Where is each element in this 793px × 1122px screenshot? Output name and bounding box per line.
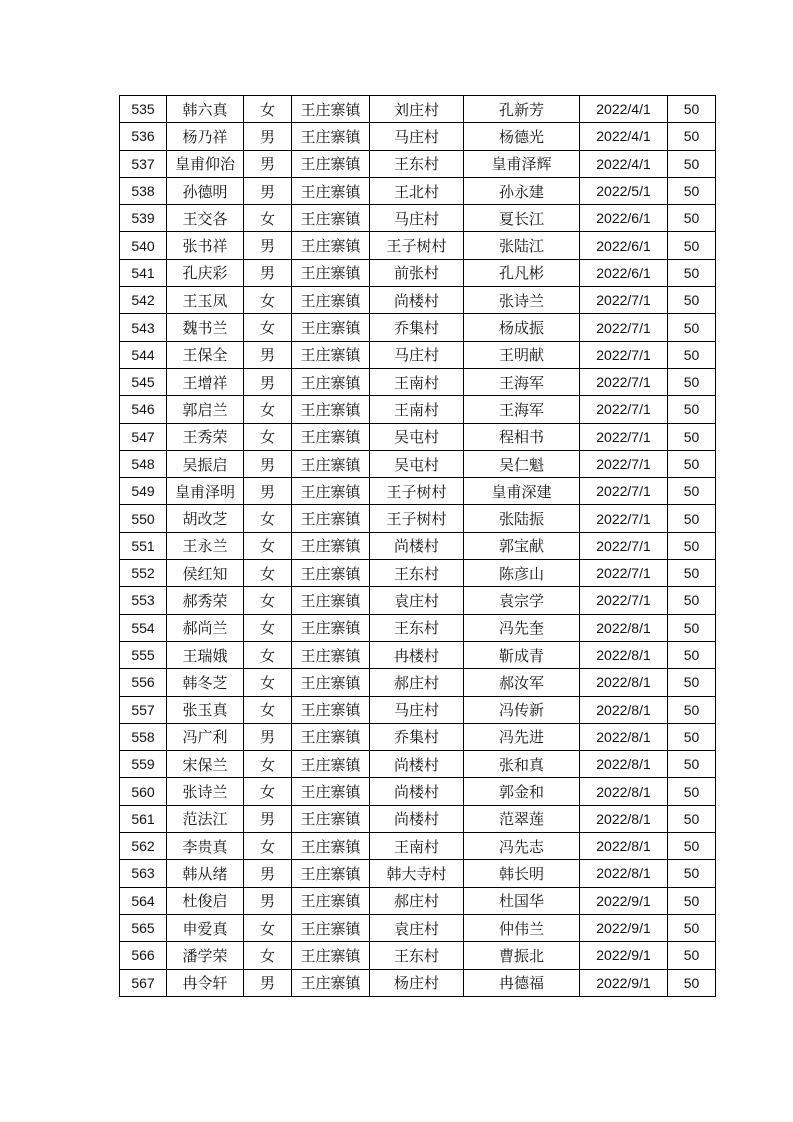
- town-cell: 王庄寨镇: [292, 669, 370, 696]
- town-cell: 王庄寨镇: [292, 914, 370, 941]
- date-cell: 2022/7/1: [580, 341, 668, 368]
- amount-cell: 50: [668, 450, 716, 477]
- amount-cell: 50: [668, 177, 716, 204]
- guardian-cell: 吴仁魁: [464, 450, 580, 477]
- serial-number-cell: 558: [120, 723, 167, 750]
- guardian-cell: 陈彦山: [464, 560, 580, 587]
- name-cell: 潘学荣: [167, 942, 244, 969]
- table-row: [120, 833, 716, 860]
- serial-number-cell: 538: [120, 177, 167, 204]
- date-cell: 2022/8/1: [580, 751, 668, 778]
- date-cell: 2022/7/1: [580, 560, 668, 587]
- date-cell: 2022/7/1: [580, 287, 668, 314]
- town-cell: 王庄寨镇: [292, 969, 370, 996]
- town-cell: 王庄寨镇: [292, 751, 370, 778]
- name-cell: 张诗兰: [167, 778, 244, 805]
- gender-cell: 男: [244, 177, 292, 204]
- town-cell: 王庄寨镇: [292, 778, 370, 805]
- town-cell: 王庄寨镇: [292, 860, 370, 887]
- gender-cell: 女: [244, 751, 292, 778]
- guardian-cell: 杨成振: [464, 314, 580, 341]
- town-cell: 王庄寨镇: [292, 396, 370, 423]
- table-row: [120, 641, 716, 668]
- table-row: [120, 887, 716, 914]
- serial-number-cell: 543: [120, 314, 167, 341]
- village-cell: 吴屯村: [370, 450, 464, 477]
- gender-cell: 女: [244, 396, 292, 423]
- village-cell: 杨庄村: [370, 969, 464, 996]
- date-cell: 2022/8/1: [580, 860, 668, 887]
- serial-number-cell: 542: [120, 287, 167, 314]
- name-cell: 皇甫仰治: [167, 150, 244, 177]
- table-row: [120, 587, 716, 614]
- serial-number-cell: 565: [120, 914, 167, 941]
- town-cell: 王庄寨镇: [292, 123, 370, 150]
- amount-cell: 50: [668, 942, 716, 969]
- name-cell: 孔庆彩: [167, 259, 244, 286]
- serial-number-cell: 551: [120, 532, 167, 559]
- village-cell: 王子树村: [370, 232, 464, 259]
- amount-cell: 50: [668, 587, 716, 614]
- table-row: [120, 259, 716, 286]
- village-cell: 王东村: [370, 614, 464, 641]
- village-cell: 吴屯村: [370, 423, 464, 450]
- serial-number-cell: 541: [120, 259, 167, 286]
- town-cell: 王庄寨镇: [292, 833, 370, 860]
- town-cell: 王庄寨镇: [292, 314, 370, 341]
- guardian-cell: 范翠莲: [464, 805, 580, 832]
- date-cell: 2022/5/1: [580, 177, 668, 204]
- village-cell: 乔集村: [370, 314, 464, 341]
- town-cell: 王庄寨镇: [292, 532, 370, 559]
- table-row: [120, 969, 716, 996]
- guardian-cell: 冯先进: [464, 723, 580, 750]
- serial-number-cell: 544: [120, 341, 167, 368]
- town-cell: 王庄寨镇: [292, 368, 370, 395]
- table-row: [120, 123, 716, 150]
- village-cell: 马庄村: [370, 123, 464, 150]
- guardian-cell: 王海军: [464, 368, 580, 395]
- table-row: [120, 96, 716, 123]
- village-cell: 马庄村: [370, 341, 464, 368]
- guardian-cell: 皇甫深建: [464, 478, 580, 505]
- town-cell: 王庄寨镇: [292, 614, 370, 641]
- gender-cell: 男: [244, 450, 292, 477]
- guardian-cell: 孔新芳: [464, 96, 580, 123]
- village-cell: 王东村: [370, 942, 464, 969]
- guardian-cell: 仲伟兰: [464, 914, 580, 941]
- table-row: [120, 723, 716, 750]
- name-cell: 冉令轩: [167, 969, 244, 996]
- gender-cell: 男: [244, 478, 292, 505]
- table-row: [120, 696, 716, 723]
- date-cell: 2022/7/1: [580, 478, 668, 505]
- name-cell: 王保全: [167, 341, 244, 368]
- name-cell: 韩六真: [167, 96, 244, 123]
- gender-cell: 男: [244, 259, 292, 286]
- date-cell: 2022/8/1: [580, 641, 668, 668]
- guardian-cell: 冯先志: [464, 833, 580, 860]
- village-cell: 王南村: [370, 833, 464, 860]
- name-cell: 李贵真: [167, 833, 244, 860]
- table-row: [120, 396, 716, 423]
- guardian-cell: 郭宝献: [464, 532, 580, 559]
- village-cell: 王子树村: [370, 505, 464, 532]
- name-cell: 王秀荣: [167, 423, 244, 450]
- village-cell: 冉楼村: [370, 641, 464, 668]
- village-cell: 王南村: [370, 368, 464, 395]
- serial-number-cell: 536: [120, 123, 167, 150]
- date-cell: 2022/6/1: [580, 205, 668, 232]
- table-row: [120, 914, 716, 941]
- town-cell: 王庄寨镇: [292, 341, 370, 368]
- table-row: [120, 205, 716, 232]
- guardian-cell: 张陆振: [464, 505, 580, 532]
- amount-cell: 50: [668, 723, 716, 750]
- amount-cell: 50: [668, 232, 716, 259]
- name-cell: 杜俊启: [167, 887, 244, 914]
- guardian-cell: 孙永建: [464, 177, 580, 204]
- serial-number-cell: 560: [120, 778, 167, 805]
- town-cell: 王庄寨镇: [292, 259, 370, 286]
- town-cell: 王庄寨镇: [292, 232, 370, 259]
- village-cell: 王北村: [370, 177, 464, 204]
- amount-cell: 50: [668, 805, 716, 832]
- village-cell: 王东村: [370, 560, 464, 587]
- amount-cell: 50: [668, 287, 716, 314]
- gender-cell: 男: [244, 368, 292, 395]
- date-cell: 2022/7/1: [580, 505, 668, 532]
- village-cell: 马庄村: [370, 696, 464, 723]
- serial-number-cell: 545: [120, 368, 167, 395]
- serial-number-cell: 554: [120, 614, 167, 641]
- town-cell: 王庄寨镇: [292, 287, 370, 314]
- serial-number-cell: 540: [120, 232, 167, 259]
- gender-cell: 男: [244, 341, 292, 368]
- serial-number-cell: 549: [120, 478, 167, 505]
- name-cell: 杨乃祥: [167, 123, 244, 150]
- guardian-cell: 冉德福: [464, 969, 580, 996]
- town-cell: 王庄寨镇: [292, 887, 370, 914]
- table-row: [120, 232, 716, 259]
- name-cell: 韩从绪: [167, 860, 244, 887]
- serial-number-cell: 559: [120, 751, 167, 778]
- amount-cell: 50: [668, 341, 716, 368]
- serial-number-cell: 550: [120, 505, 167, 532]
- gender-cell: 女: [244, 778, 292, 805]
- village-cell: 郝庄村: [370, 669, 464, 696]
- name-cell: 王增祥: [167, 368, 244, 395]
- table-row: [120, 505, 716, 532]
- guardian-cell: 冯先奎: [464, 614, 580, 641]
- date-cell: 2022/9/1: [580, 969, 668, 996]
- name-cell: 张玉真: [167, 696, 244, 723]
- amount-cell: 50: [668, 423, 716, 450]
- amount-cell: 50: [668, 560, 716, 587]
- name-cell: 韩冬芝: [167, 669, 244, 696]
- table-row: [120, 177, 716, 204]
- amount-cell: 50: [668, 150, 716, 177]
- town-cell: 王庄寨镇: [292, 641, 370, 668]
- amount-cell: 50: [668, 696, 716, 723]
- date-cell: 2022/7/1: [580, 396, 668, 423]
- guardian-cell: 杨德光: [464, 123, 580, 150]
- guardian-cell: 张和真: [464, 751, 580, 778]
- town-cell: 王庄寨镇: [292, 205, 370, 232]
- name-cell: 王交各: [167, 205, 244, 232]
- serial-number-cell: 546: [120, 396, 167, 423]
- village-cell: 前张村: [370, 259, 464, 286]
- name-cell: 王永兰: [167, 532, 244, 559]
- amount-cell: 50: [668, 833, 716, 860]
- gender-cell: 女: [244, 833, 292, 860]
- date-cell: 2022/8/1: [580, 723, 668, 750]
- gender-cell: 男: [244, 150, 292, 177]
- amount-cell: 50: [668, 887, 716, 914]
- guardian-cell: 郭金和: [464, 778, 580, 805]
- village-cell: 郝庄村: [370, 887, 464, 914]
- date-cell: 2022/7/1: [580, 423, 668, 450]
- name-cell: 郭启兰: [167, 396, 244, 423]
- serial-number-cell: 548: [120, 450, 167, 477]
- town-cell: 王庄寨镇: [292, 805, 370, 832]
- village-cell: 王东村: [370, 150, 464, 177]
- amount-cell: 50: [668, 123, 716, 150]
- table-row: [120, 942, 716, 969]
- village-cell: 尚楼村: [370, 287, 464, 314]
- village-cell: 尚楼村: [370, 751, 464, 778]
- town-cell: 王庄寨镇: [292, 478, 370, 505]
- amount-cell: 50: [668, 969, 716, 996]
- table-row: [120, 860, 716, 887]
- town-cell: 王庄寨镇: [292, 96, 370, 123]
- table-row: [120, 423, 716, 450]
- village-cell: 尚楼村: [370, 532, 464, 559]
- guardian-cell: 张陆江: [464, 232, 580, 259]
- town-cell: 王庄寨镇: [292, 505, 370, 532]
- serial-number-cell: 539: [120, 205, 167, 232]
- name-cell: 侯红知: [167, 560, 244, 587]
- gender-cell: 男: [244, 232, 292, 259]
- table-row: [120, 751, 716, 778]
- date-cell: 2022/6/1: [580, 232, 668, 259]
- date-cell: 2022/8/1: [580, 614, 668, 641]
- table-row: [120, 150, 716, 177]
- name-cell: 吴振启: [167, 450, 244, 477]
- name-cell: 郝秀荣: [167, 587, 244, 614]
- guardian-cell: 程相书: [464, 423, 580, 450]
- amount-cell: 50: [668, 860, 716, 887]
- gender-cell: 女: [244, 423, 292, 450]
- guardian-cell: 袁宗学: [464, 587, 580, 614]
- serial-number-cell: 567: [120, 969, 167, 996]
- gender-cell: 女: [244, 532, 292, 559]
- gender-cell: 男: [244, 887, 292, 914]
- name-cell: 冯广利: [167, 723, 244, 750]
- amount-cell: 50: [668, 396, 716, 423]
- guardian-cell: 曹振北: [464, 942, 580, 969]
- date-cell: 2022/8/1: [580, 778, 668, 805]
- amount-cell: 50: [668, 669, 716, 696]
- guardian-cell: 王海军: [464, 396, 580, 423]
- table-row: [120, 478, 716, 505]
- serial-number-cell: 561: [120, 805, 167, 832]
- date-cell: 2022/4/1: [580, 150, 668, 177]
- guardian-cell: 王明献: [464, 341, 580, 368]
- gender-cell: 女: [244, 696, 292, 723]
- roster-body: [120, 96, 716, 997]
- amount-cell: 50: [668, 96, 716, 123]
- roster-table: [119, 95, 716, 997]
- amount-cell: 50: [668, 914, 716, 941]
- amount-cell: 50: [668, 478, 716, 505]
- guardian-cell: 张诗兰: [464, 287, 580, 314]
- amount-cell: 50: [668, 641, 716, 668]
- gender-cell: 女: [244, 669, 292, 696]
- table-row: [120, 778, 716, 805]
- table-row: [120, 314, 716, 341]
- guardian-cell: 夏长江: [464, 205, 580, 232]
- name-cell: 孙德明: [167, 177, 244, 204]
- village-cell: 韩大寺村: [370, 860, 464, 887]
- village-cell: 刘庄村: [370, 96, 464, 123]
- table-row: [120, 287, 716, 314]
- gender-cell: 女: [244, 314, 292, 341]
- name-cell: 宋保兰: [167, 751, 244, 778]
- gender-cell: 女: [244, 614, 292, 641]
- date-cell: 2022/8/1: [580, 696, 668, 723]
- table-row: [120, 560, 716, 587]
- gender-cell: 女: [244, 287, 292, 314]
- village-cell: 袁庄村: [370, 914, 464, 941]
- date-cell: 2022/9/1: [580, 914, 668, 941]
- date-cell: 2022/8/1: [580, 669, 668, 696]
- village-cell: 王南村: [370, 396, 464, 423]
- date-cell: 2022/8/1: [580, 805, 668, 832]
- amount-cell: 50: [668, 778, 716, 805]
- village-cell: 尚楼村: [370, 778, 464, 805]
- gender-cell: 男: [244, 860, 292, 887]
- guardian-cell: 皇甫泽辉: [464, 150, 580, 177]
- gender-cell: 男: [244, 723, 292, 750]
- gender-cell: 女: [244, 96, 292, 123]
- table-row: [120, 341, 716, 368]
- amount-cell: 50: [668, 614, 716, 641]
- amount-cell: 50: [668, 259, 716, 286]
- name-cell: 王玉凤: [167, 287, 244, 314]
- guardian-cell: 冯传新: [464, 696, 580, 723]
- village-cell: 尚楼村: [370, 805, 464, 832]
- town-cell: 王庄寨镇: [292, 177, 370, 204]
- serial-number-cell: 557: [120, 696, 167, 723]
- date-cell: 2022/7/1: [580, 450, 668, 477]
- amount-cell: 50: [668, 205, 716, 232]
- amount-cell: 50: [668, 314, 716, 341]
- village-cell: 王子树村: [370, 478, 464, 505]
- serial-number-cell: 556: [120, 669, 167, 696]
- town-cell: 王庄寨镇: [292, 942, 370, 969]
- town-cell: 王庄寨镇: [292, 696, 370, 723]
- village-cell: 袁庄村: [370, 587, 464, 614]
- date-cell: 2022/4/1: [580, 96, 668, 123]
- table-row: [120, 805, 716, 832]
- guardian-cell: 郝汝军: [464, 669, 580, 696]
- date-cell: 2022/7/1: [580, 368, 668, 395]
- town-cell: 王庄寨镇: [292, 723, 370, 750]
- serial-number-cell: 537: [120, 150, 167, 177]
- guardian-cell: 杜国华: [464, 887, 580, 914]
- table-row: [120, 368, 716, 395]
- serial-number-cell: 564: [120, 887, 167, 914]
- amount-cell: 50: [668, 751, 716, 778]
- date-cell: 2022/9/1: [580, 942, 668, 969]
- name-cell: 王瑞娥: [167, 641, 244, 668]
- table-row: [120, 450, 716, 477]
- date-cell: 2022/7/1: [580, 532, 668, 559]
- village-cell: 马庄村: [370, 205, 464, 232]
- serial-number-cell: 562: [120, 833, 167, 860]
- serial-number-cell: 553: [120, 587, 167, 614]
- date-cell: 2022/7/1: [580, 587, 668, 614]
- name-cell: 皇甫泽明: [167, 478, 244, 505]
- serial-number-cell: 547: [120, 423, 167, 450]
- amount-cell: 50: [668, 505, 716, 532]
- guardian-cell: 靳成青: [464, 641, 580, 668]
- guardian-cell: 孔凡彬: [464, 259, 580, 286]
- town-cell: 王庄寨镇: [292, 423, 370, 450]
- gender-cell: 女: [244, 942, 292, 969]
- gender-cell: 男: [244, 805, 292, 832]
- gender-cell: 女: [244, 587, 292, 614]
- town-cell: 王庄寨镇: [292, 560, 370, 587]
- village-cell: 乔集村: [370, 723, 464, 750]
- name-cell: 申爱真: [167, 914, 244, 941]
- table-row: [120, 669, 716, 696]
- gender-cell: 男: [244, 969, 292, 996]
- date-cell: 2022/9/1: [580, 887, 668, 914]
- gender-cell: 女: [244, 205, 292, 232]
- name-cell: 范法江: [167, 805, 244, 832]
- serial-number-cell: 535: [120, 96, 167, 123]
- gender-cell: 女: [244, 560, 292, 587]
- name-cell: 郝尚兰: [167, 614, 244, 641]
- gender-cell: 男: [244, 123, 292, 150]
- amount-cell: 50: [668, 532, 716, 559]
- town-cell: 王庄寨镇: [292, 150, 370, 177]
- date-cell: 2022/8/1: [580, 833, 668, 860]
- serial-number-cell: 552: [120, 560, 167, 587]
- serial-number-cell: 563: [120, 860, 167, 887]
- name-cell: 魏书兰: [167, 314, 244, 341]
- amount-cell: 50: [668, 368, 716, 395]
- town-cell: 王庄寨镇: [292, 450, 370, 477]
- name-cell: 张书祥: [167, 232, 244, 259]
- gender-cell: 女: [244, 641, 292, 668]
- table-row: [120, 532, 716, 559]
- gender-cell: 女: [244, 505, 292, 532]
- town-cell: 王庄寨镇: [292, 587, 370, 614]
- serial-number-cell: 566: [120, 942, 167, 969]
- date-cell: 2022/4/1: [580, 123, 668, 150]
- date-cell: 2022/7/1: [580, 314, 668, 341]
- name-cell: 胡改芝: [167, 505, 244, 532]
- table-row: [120, 614, 716, 641]
- guardian-cell: 韩长明: [464, 860, 580, 887]
- serial-number-cell: 555: [120, 641, 167, 668]
- gender-cell: 女: [244, 914, 292, 941]
- date-cell: 2022/6/1: [580, 259, 668, 286]
